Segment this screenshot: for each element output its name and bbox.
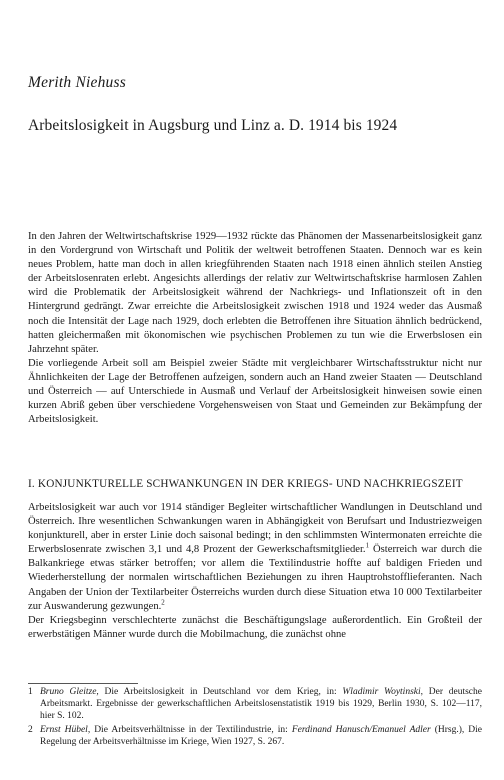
- footnote-citation: , Der deutsche Arbeitsmarkt. Ergebnisse der gewerkschaftlichen Arbeitslosenstatistik 1919 bis 1929, Berlin 1930, S. 102—117, hier S. 102.: [40, 687, 482, 722]
- footnote-author: Bruno Gleitze: [40, 687, 97, 697]
- footnote-1: [28, 686, 482, 723]
- footnote-2: [28, 724, 482, 748]
- footnote-text: [40, 686, 482, 723]
- footnote-editor: Wladimir Woytinski: [342, 687, 421, 697]
- section-1-body: [28, 501, 482, 642]
- footnote-number: 2: [28, 724, 33, 735]
- section-1-paragraph-1: [28, 501, 482, 614]
- footnote-number: 1: [28, 687, 33, 697]
- section-1-paragraph-2: Der Kriegsbeginn verschlechterte zunächst die Beschäftigungslage außerordentlich. Ein Großteil der erwerbstätigen Männer wurde durch die Mobilmachung, die zunächst ohne: [28, 614, 482, 640]
- article-title: Arbeitslosigkeit in Augsburg und Linz a. D. 1914 bis 1924: [28, 117, 398, 134]
- footnote-citation: (Hrsg.), Die Regelung der Arbeitsverhältnisse im Kriege, Wien 1927, S. 267.: [40, 724, 482, 747]
- footnotes: [28, 686, 482, 749]
- footnote-author: Ernst Hübel: [40, 724, 88, 735]
- intro-paragraph-2: Die vorliegende Arbeit soll am Beispiel zweier Städte mit vergleichbarer Wirtschaftsstruktur nicht nur Ähnlichkeiten der Lage der Betroffenen aufzeigen, sondern auch an Hand zweier Staaten — Deutschland und Österreich — auf Unterschiede in Ausmaß und Verlauf der Arbeitslosigkeit hinweisen sowie einen kurzen Abriß geben über verschiedene Vorgehensweisen von Staat und Gemeinden zur Bekämpfung der Arbeitslosigkeit.: [28, 357, 482, 426]
- paragraph-text: Arbeitslosigkeit war auch vor 1914 ständiger Begleiter wirtschaftlicher Wandlungen in Deutschland und Österreich. Ihre wesentlichen Schwankungen waren in Abhängigkeit von Berufsart und Industriezweigen konjunkturell, aber in erster Linie doch saisonal bedingt; in den schlimmsten Wintermonaten erreichte die Erwerbslosenrate zwischen 3,1 und 4,8 Prozent der Gewerkschaftsmitglieder.: [28, 502, 482, 556]
- footnote-ref-1[interactable]: 1: [365, 541, 370, 550]
- footnote-text: [40, 724, 482, 748]
- footnote-citation: , Die Arbeitslosigkeit in Deutschland vor dem Krieg, in:: [96, 687, 343, 697]
- section-heading: I. KONJUNKTURELLE SCHWANKUNGEN IN DER KRIEGS- UND NACHKRIEGSZEIT: [28, 478, 463, 490]
- footnote-divider: [28, 683, 138, 684]
- footnote-citation: , Die Arbeitsverhältnisse in der Textilindustrie, in:: [87, 724, 292, 735]
- intro-section: [28, 230, 482, 427]
- paragraph-text: Österreich war durch die Balkankriege etwas stärker betroffen; vor allem die Textilindustrie hoffte auf baldigen Frieden und Wiederherstellung der normalen wirtschaftlichen Beziehungen zu ihren Hauptrohstofflieferanten. Nach Angaben der Union der Textilarbeiter Österreichs wurden durch diese Situation etwa 10 000 Textilarbeiter zur Auswanderung gezwungen.: [28, 544, 483, 612]
- intro-paragraph-1: In den Jahren der Weltwirtschaftskrise 1929—1932 rückte das Phänomen der Massenarbeitslosigkeit ganz in den Vordergrund von Wirtschaft und Politik der weltweit betroffenen Staaten. Dennoch war es kein neues Problem, hatte man doch in allen kriegführenden Staaten nach 1918 einen ähnlich steilen Anstieg der Arbeitslosenraten erlebt. Angesichts allerdings der relativ zur Weltwirtschaftskrise harmlosen Zahlen wird die Problematik der Arbeitslosigkeit während der Nachkriegs- und Inflationszeit oft in den Hintergrund gedrängt. Zwar erreichte die Arbeitslosigkeit zwischen 1918 und 1924 weder das Ausmaß noch die Intensität der Lage nach 1929, doch erlebten die Betroffenen ihre Situation ähnlich bedrückend, hatten gleichermaßen mit ökonomischen wie psychischen Problemen zu tun wie die Erwerbslosen ein Jahrzehnt später.: [28, 231, 482, 355]
- footnote-editor: Ferdinand Hanusch/Emanuel Adler: [291, 724, 431, 735]
- footnote-ref-2[interactable]: 2: [161, 598, 165, 607]
- author-name: Merith Niehuss: [28, 74, 126, 91]
